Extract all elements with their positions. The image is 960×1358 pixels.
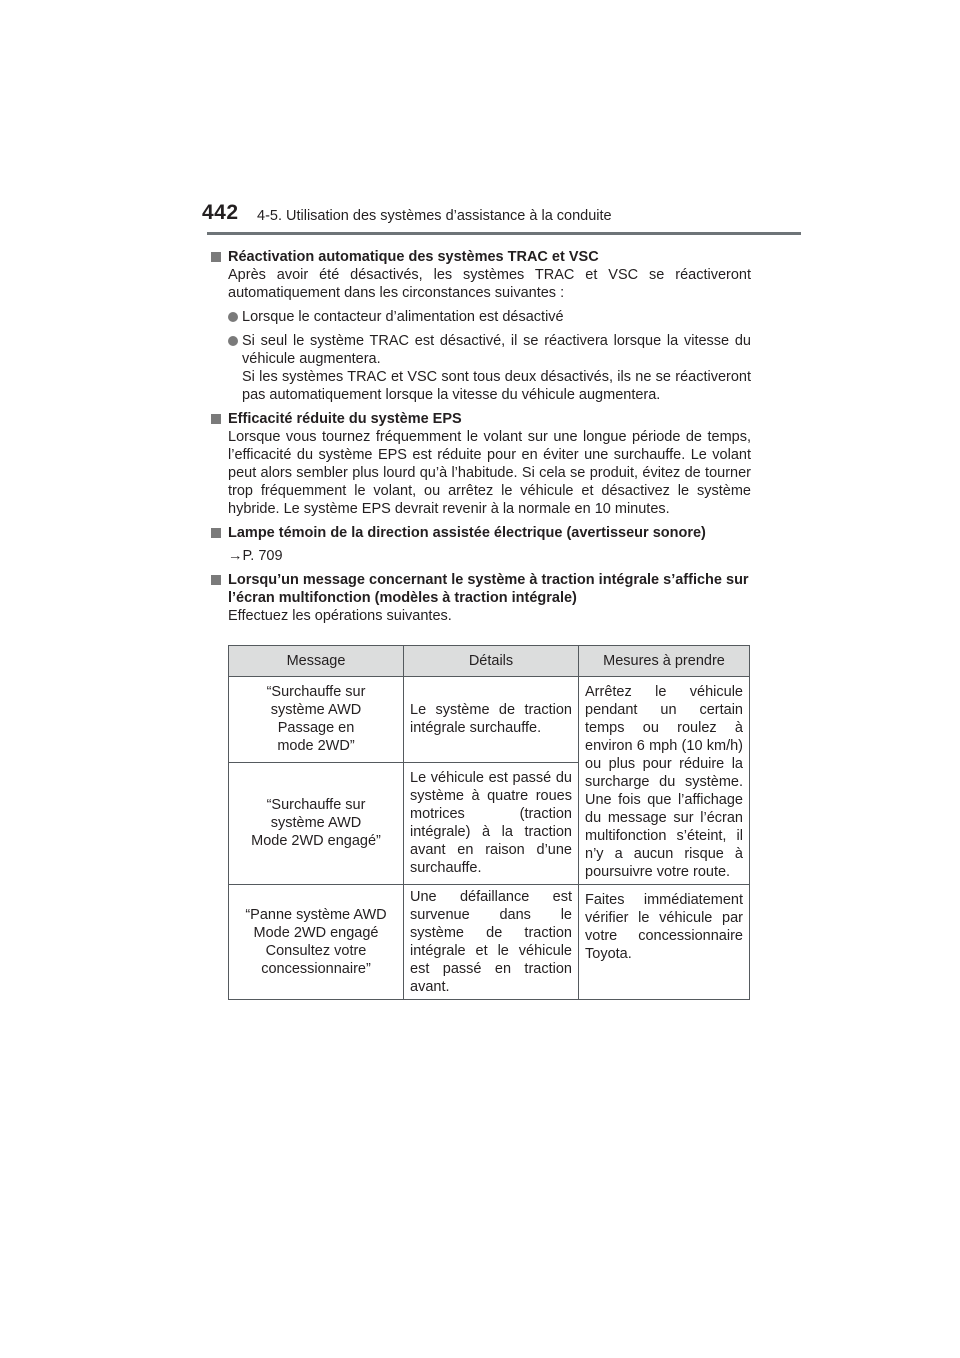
page-header	[0, 0, 960, 240]
list-item: Si seul le système TRAC est désactivé, il se réactivera lorsque la vitesse du véhicule augmentera. Si les systèmes TRAC et VSC sont tous deux désactivés, ils ne se réactiveront pas automatiquement lorsque la vitesse du véhicule augmentera.	[211, 332, 751, 404]
heading-trac-vsc-reactivation: Réactivation automatique des systèmes TRAC et VSC	[211, 248, 751, 266]
paragraph: Après avoir été désactivés, les systèmes TRAC et VSC se réactiveront automatiquement dans les circonstances suivantes :	[228, 267, 751, 301]
page-reference-link[interactable]: →P. 709	[228, 548, 283, 564]
list-item: Lorsque le contacteur d’alimentation est désactivé	[211, 308, 751, 326]
heading-eps-warning-lamp: Lampe témoin de la direction assistée électrique (avertisseur sonore)	[211, 524, 751, 542]
details-cell: Le véhicule est passé du système à quatre roues motrices (traction intégrale) à la traction avant en raison d’une surchauffe.	[404, 762, 579, 884]
table-header-row	[229, 646, 750, 677]
column-header-message: Message	[229, 646, 404, 677]
square-bullet-icon	[211, 252, 221, 262]
square-bullet-icon	[211, 528, 221, 538]
round-bullet-icon	[228, 336, 238, 346]
table-row	[229, 677, 750, 763]
message-cell: “Surchauffe sur système AWD Passage en mode 2WD”	[229, 677, 404, 763]
table-row	[229, 885, 750, 1000]
message-cell: “Surchauffe sur système AWD Mode 2WD engagé”	[229, 762, 404, 884]
column-header-details: Détails	[404, 646, 579, 677]
awd-message-table	[228, 645, 750, 1000]
heading-awd-message: Lorsqu’un message concernant le système à traction intégrale s’affiche sur l’écran multifonction (modèles à traction intégrale)	[211, 571, 751, 607]
details-cell: Une défaillance est survenue dans le système de traction intégrale et le véhicule est passé en traction avant.	[404, 885, 579, 1000]
action-cell: Arrêtez le véhicule pendant un certain temps ou roulez à environ 6 mph (10 km/h) ou plus pour réduire la surcharge du système. Une fois que l’affichage du message sur l’écran multifonction s’éteint, il n’y a aucun risque à poursuivre votre route.	[579, 677, 750, 885]
paragraph: Effectuez les opérations suivantes.	[228, 608, 452, 624]
page-content	[211, 243, 751, 625]
header-divider	[207, 232, 801, 235]
action-cell: Faites immédiatement vérifier le véhicule par votre concessionnaire Toyota.	[579, 885, 750, 1000]
column-header-actions: Mesures à prendre	[579, 646, 750, 677]
details-cell: Le système de traction intégrale surchauffe.	[404, 677, 579, 763]
section-title: 4-5. Utilisation des systèmes d’assistance à la conduite	[257, 208, 612, 224]
paragraph: Lorsque vous tournez fréquemment le volant sur une longue période de temps, l’efficacité du système EPS est réduite pour en éviter une surchauffe. Le volant peut alors sembler plus lourd qu’à l’habitude. Si cela se produit, évitez de tourner trop fréquemment le volant, ou arrêtez le véhicule et désactivez le système hybride. Le système EPS devrait revenir à la normale en 10 minutes.	[228, 429, 751, 517]
message-cell: “Panne système AWD Mode 2WD engagé Consultez votre concessionnaire”	[229, 885, 404, 1000]
square-bullet-icon	[211, 414, 221, 424]
heading-eps-reduced: Efficacité réduite du système EPS	[211, 410, 751, 428]
round-bullet-icon	[228, 312, 238, 322]
page-number: 442	[202, 201, 239, 224]
square-bullet-icon	[211, 575, 221, 585]
